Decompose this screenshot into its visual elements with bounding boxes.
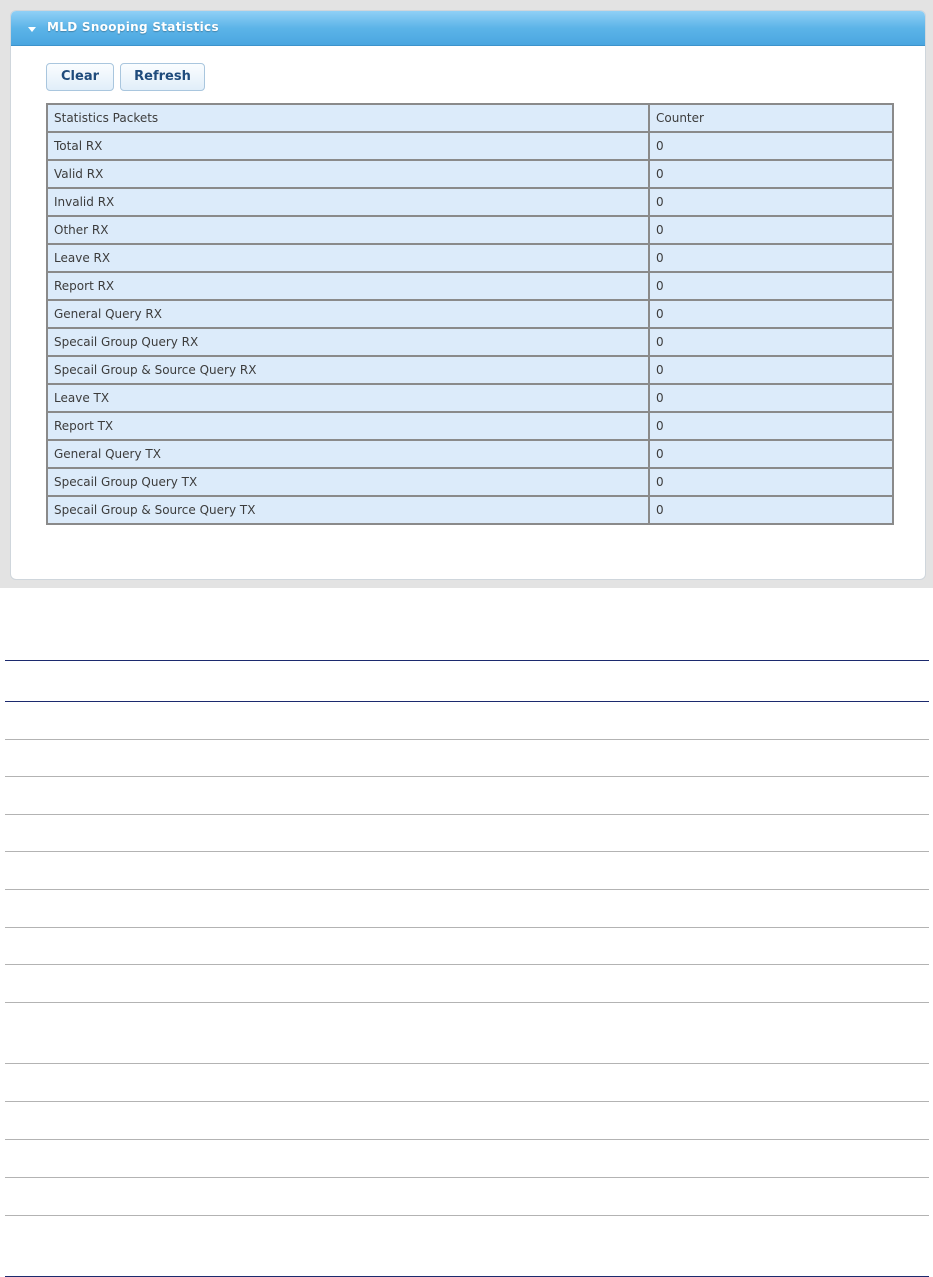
table-row xyxy=(47,160,893,188)
horizontal-rule xyxy=(5,1002,929,1003)
row-counter-value: 0 xyxy=(649,384,893,412)
table-header-row xyxy=(47,104,893,132)
table-row xyxy=(47,188,893,216)
row-label: Other RX xyxy=(47,216,649,244)
row-label: Invalid RX xyxy=(47,188,649,216)
statistics-table xyxy=(46,103,894,525)
page-background xyxy=(0,0,933,588)
table-row xyxy=(47,132,893,160)
horizontal-rule xyxy=(5,889,929,890)
horizontal-rule xyxy=(5,701,929,702)
table-row xyxy=(47,468,893,496)
panel-header[interactable] xyxy=(11,11,925,46)
horizontal-rule xyxy=(5,776,929,777)
column-header-statistics-packets: Statistics Packets xyxy=(47,104,649,132)
column-header-counter: Counter xyxy=(649,104,893,132)
row-label: Total RX xyxy=(47,132,649,160)
row-counter-value: 0 xyxy=(649,356,893,384)
row-counter-value: 0 xyxy=(649,328,893,356)
table-row xyxy=(47,300,893,328)
row-label: Specail Group Query TX xyxy=(47,468,649,496)
panel-title: MLD Snooping Statistics xyxy=(47,20,219,34)
horizontal-rule xyxy=(5,814,929,815)
row-label: Report RX xyxy=(47,272,649,300)
row-counter-value: 0 xyxy=(649,272,893,300)
row-counter-value: 0 xyxy=(649,440,893,468)
mld-statistics-panel xyxy=(10,10,926,580)
table-row xyxy=(47,440,893,468)
horizontal-rule xyxy=(5,1177,929,1178)
row-label: Leave TX xyxy=(47,384,649,412)
row-label: Report TX xyxy=(47,412,649,440)
row-counter-value: 0 xyxy=(649,412,893,440)
horizontal-rule xyxy=(5,1063,929,1064)
table-row xyxy=(47,496,893,524)
row-counter-value: 0 xyxy=(649,300,893,328)
row-counter-value: 0 xyxy=(649,188,893,216)
horizontal-rule xyxy=(5,739,929,740)
row-label: Leave RX xyxy=(47,244,649,272)
row-label: Valid RX xyxy=(47,160,649,188)
table-row xyxy=(47,244,893,272)
table-row xyxy=(47,272,893,300)
horizontal-rule xyxy=(5,1215,929,1216)
horizontal-rule xyxy=(5,660,929,661)
row-label: Specail Group & Source Query TX xyxy=(47,496,649,524)
clear-button[interactable]: Clear xyxy=(46,63,114,91)
row-counter-value: 0 xyxy=(649,216,893,244)
row-counter-value: 0 xyxy=(649,496,893,524)
row-label: General Query RX xyxy=(47,300,649,328)
row-counter-value: 0 xyxy=(649,244,893,272)
refresh-button[interactable]: Refresh xyxy=(120,63,205,91)
horizontal-rule xyxy=(5,964,929,965)
table-row xyxy=(47,328,893,356)
table-row xyxy=(47,216,893,244)
row-label: General Query TX xyxy=(47,440,649,468)
horizontal-rule xyxy=(5,1139,929,1140)
row-counter-value: 0 xyxy=(649,468,893,496)
horizontal-rule xyxy=(5,1101,929,1102)
row-counter-value: 0 xyxy=(649,160,893,188)
row-counter-value: 0 xyxy=(649,132,893,160)
horizontal-rule xyxy=(5,851,929,852)
collapse-triangle-icon[interactable] xyxy=(28,27,36,32)
table-row xyxy=(47,356,893,384)
row-label: Specail Group & Source Query RX xyxy=(47,356,649,384)
table-row xyxy=(47,412,893,440)
row-label: Specail Group Query RX xyxy=(47,328,649,356)
table-row xyxy=(47,384,893,412)
horizontal-rule xyxy=(5,927,929,928)
